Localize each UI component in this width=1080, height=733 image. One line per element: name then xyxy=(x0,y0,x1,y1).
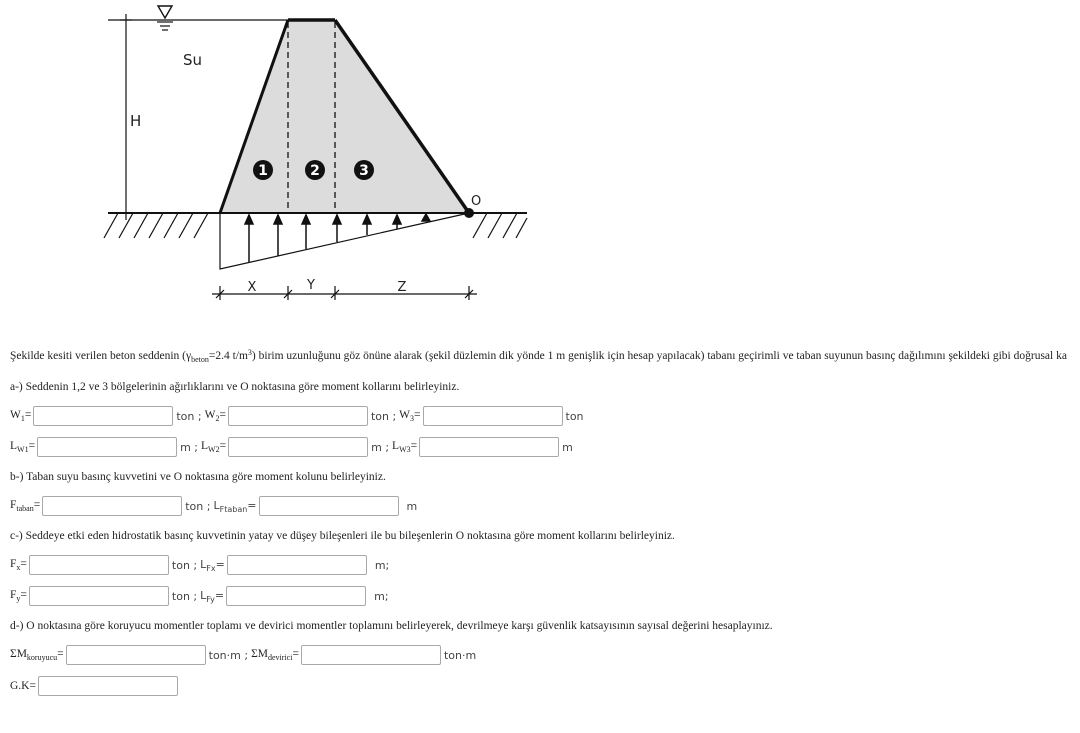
moment-arms-row xyxy=(10,437,576,457)
lfy-input[interactable] xyxy=(226,586,366,606)
region-number-1: 1 xyxy=(258,163,268,179)
dim-label-x: X xyxy=(247,280,257,295)
m-koruyucu-label: $\Sigma M_{koruyucu}=$ xyxy=(10,648,64,662)
water-level-icon xyxy=(157,6,173,30)
lw1-input[interactable] xyxy=(37,437,177,457)
fx-label: $F_x=$ xyxy=(10,558,27,572)
w1-unit: ton ; xyxy=(176,409,202,423)
w3-input[interactable] xyxy=(423,406,563,426)
lfy-unit: m; xyxy=(374,589,389,603)
m-devirici-unit: ton·m xyxy=(443,648,477,662)
ftaban-input[interactable] xyxy=(42,496,182,516)
w2-unit: ton ; xyxy=(370,409,397,423)
dam-body xyxy=(220,20,469,213)
fy-row xyxy=(10,586,392,606)
uplift-force-row xyxy=(10,496,420,516)
uplift-arrows xyxy=(245,214,430,262)
weights-row xyxy=(10,406,587,426)
water-label: Su xyxy=(183,51,203,69)
w3-label: $W_3=$ xyxy=(399,409,421,423)
m-koruyucu-unit: ton·m ; xyxy=(208,648,249,662)
height-label: H xyxy=(130,112,142,130)
dim-label-z: Z xyxy=(397,280,407,295)
part-b-question: b-) Taban suyu basınç kuvvetini ve O noktasına göre moment kolunu belirleyiniz. xyxy=(10,471,386,483)
region-number-3: 3 xyxy=(359,163,369,179)
lfx-input[interactable] xyxy=(227,555,367,575)
fy-unit: ton ; xyxy=(171,589,198,603)
lfx-unit: m; xyxy=(374,558,390,572)
gk-input[interactable] xyxy=(38,676,178,696)
lftaban-input[interactable] xyxy=(259,496,399,516)
lftaban-unit: m xyxy=(406,499,418,513)
w2-input[interactable] xyxy=(228,406,368,426)
w3-unit: ton xyxy=(565,409,584,423)
m-devirici-input[interactable] xyxy=(301,645,441,665)
lw2-unit: m ; xyxy=(371,440,390,454)
lfx-label: $L_{Fx}=$ xyxy=(200,557,225,573)
part-c-question: c-) Seddeye etki eden hidrostatik basınç kuvvetinin yatay ve düşey bileşenleri ile bu bileşenlerin O noktasına göre moment kollarını belirleyiniz. xyxy=(10,530,675,542)
moment-sums-row xyxy=(10,645,479,665)
fx-row xyxy=(10,555,392,575)
w1-input[interactable] xyxy=(33,406,173,426)
fx-input[interactable] xyxy=(29,555,169,575)
m-koruyucu-input[interactable] xyxy=(66,645,206,665)
ftaban-unit: ton ; xyxy=(185,499,211,513)
lw2-input[interactable] xyxy=(228,437,368,457)
lw1-unit: m ; xyxy=(180,440,199,454)
fx-unit: ton ; xyxy=(171,558,198,572)
ground-hatching-right xyxy=(473,213,527,238)
problem-intro: Şekilde kesiti verilen beton seddenin ($\gamma_{beton}=2.4$ $t/m^3$) birim uzunluğunu göz önüne alarak (şekil düzlemin dik yönde 1 m genişlik için hesap yapılacak) tabanı geçirimli ve taban suyunun basınç dağılımını şekildeki gibi doğrusal ka xyxy=(10,348,1067,364)
safety-factor-row xyxy=(10,676,180,696)
lfy-label: $L_{Fy}=$ xyxy=(200,588,225,604)
w2-label: $W_2=$ xyxy=(204,409,226,423)
dam-cross-section-figure xyxy=(0,0,540,310)
point-o-label: O xyxy=(471,194,482,209)
lw1-label: $L_{W1}=$ xyxy=(10,440,36,454)
part-d-question: d-) O noktasına göre koruyucu momentler toplamı ve devirici momentler toplamını belirleyerek, devrilmeye karşı güvenlik katsayısının sayısal değerini hesaplayınız. xyxy=(10,620,773,632)
point-o-marker xyxy=(464,208,474,218)
region-number-2: 2 xyxy=(310,163,320,179)
ftaban-label: $F_{taban}=$ xyxy=(10,499,41,513)
lw3-label: $L_{W3}=$ xyxy=(392,440,418,454)
uplift-pressure-diagram xyxy=(220,213,469,269)
fy-input[interactable] xyxy=(29,586,169,606)
dim-label-y: Y xyxy=(307,278,315,293)
lw3-unit: m xyxy=(562,440,573,454)
fy-label: $F_y=$ xyxy=(10,589,27,603)
part-a-question: a-) Seddenin 1,2 ve 3 bölgelerinin ağırlıklarını ve O noktasına göre moment kollarını belirleyiniz. xyxy=(10,381,460,393)
lw2-label: $L_{W2}=$ xyxy=(201,440,227,454)
lw3-input[interactable] xyxy=(419,437,559,457)
w1-label: $W_1=$ xyxy=(10,409,32,423)
ground-hatching-left xyxy=(104,213,208,238)
gk-label: G.K= xyxy=(10,680,36,692)
lftaban-label: $L_{Ftaban}=$ xyxy=(213,498,257,514)
m-devirici-label: $\Sigma M_{devirici}=$ xyxy=(251,648,299,662)
